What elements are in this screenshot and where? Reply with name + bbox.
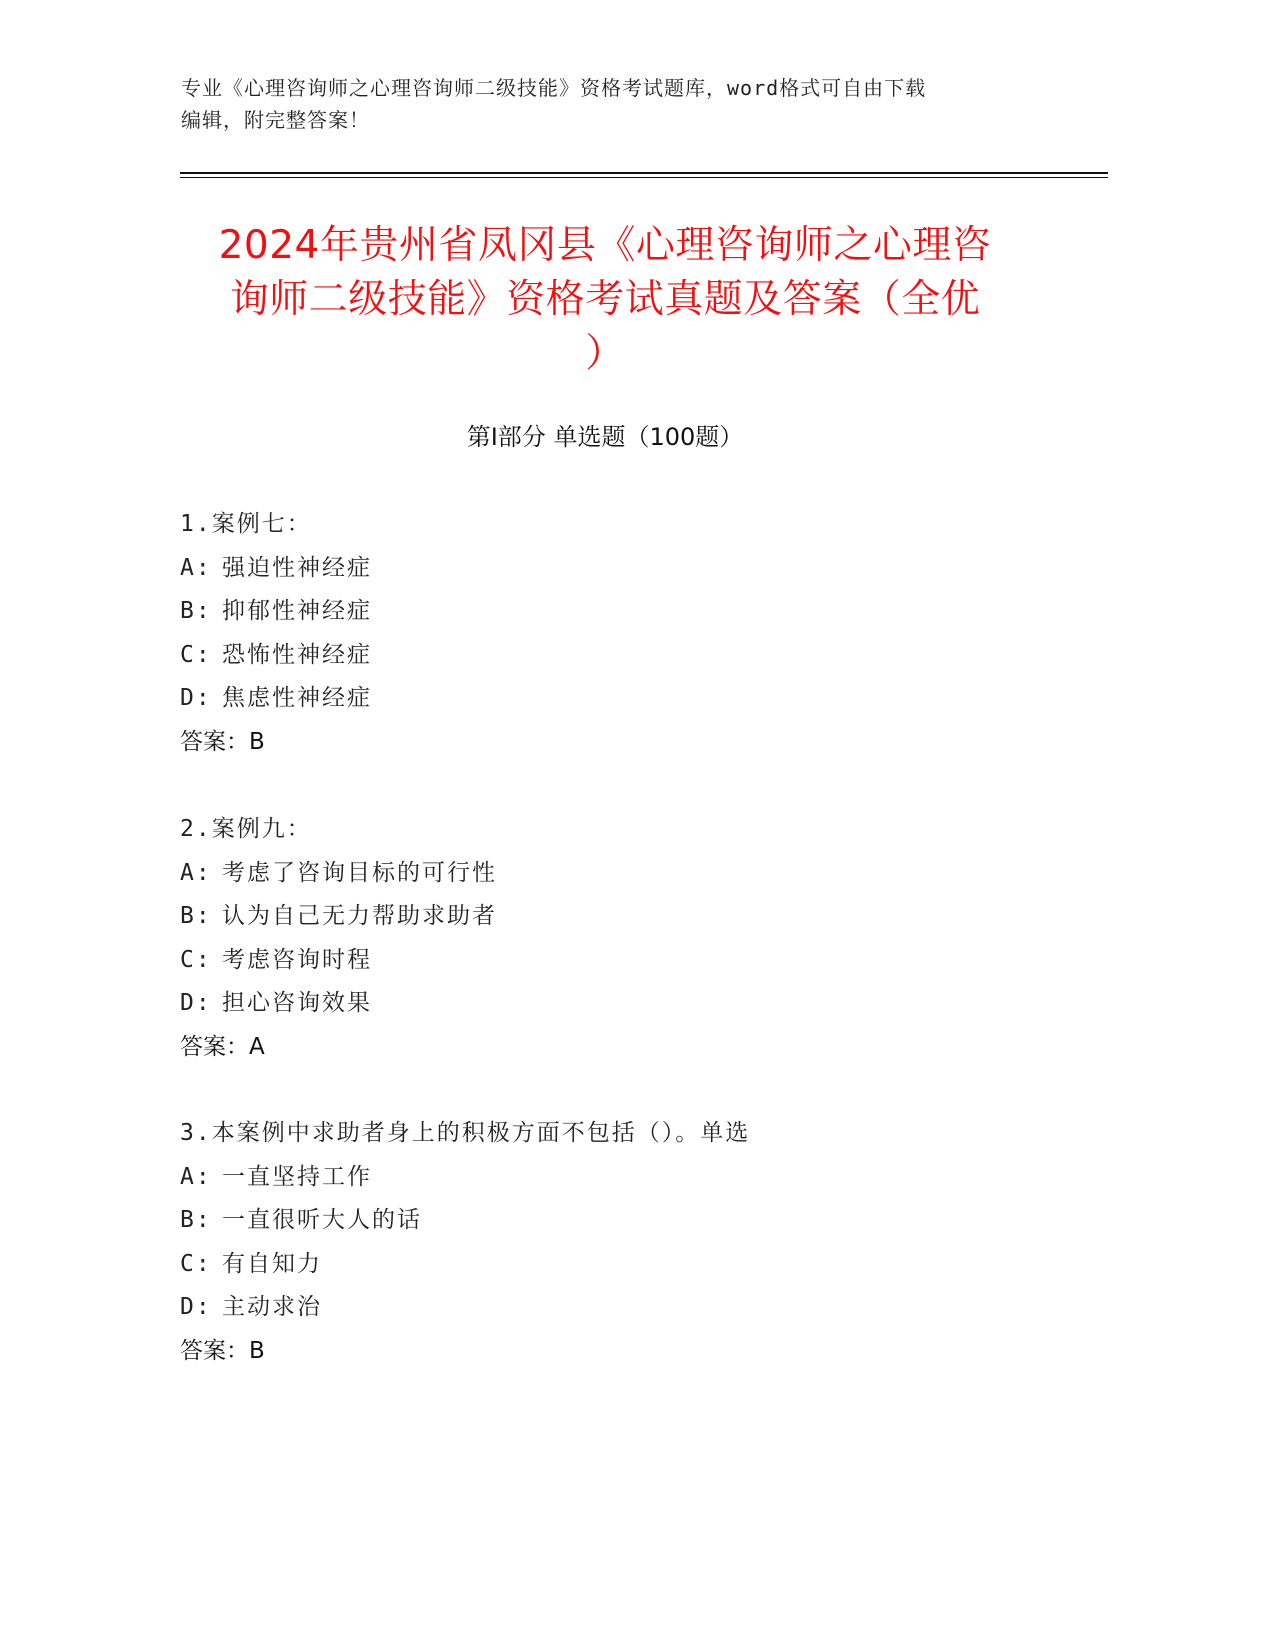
option-text: 一直坚持工作: [222, 1163, 372, 1190]
option-text: 考虑咨询时程: [222, 946, 372, 973]
option-b: [180, 895, 1060, 939]
option-key: C:: [180, 946, 212, 973]
document-title: [180, 219, 1030, 381]
option-a: [180, 547, 1060, 591]
option-b: [180, 1199, 1060, 1243]
header-divider-thick: [180, 172, 1108, 174]
header-divider-thin: [180, 177, 1108, 178]
option-key: A:: [180, 859, 212, 886]
option-text: 抑郁性神经症: [222, 598, 372, 624]
option-text: 焦虑性神经症: [222, 685, 372, 711]
option-key: B:: [180, 598, 212, 624]
option-d: [180, 677, 1060, 721]
answer-line: 答案：B: [180, 728, 265, 755]
option-key: D:: [180, 685, 212, 711]
option-text: 强迫性神经症: [222, 554, 372, 581]
option-d: [180, 1286, 1060, 1330]
question-2: [180, 808, 1060, 1069]
answer-line: 答案：A: [180, 1033, 265, 1060]
question-stem: 1.案例七：: [180, 511, 312, 537]
option-text: 认为自己无力帮助求助者: [222, 903, 497, 929]
option-key: A:: [180, 554, 212, 581]
option-key: B:: [180, 1207, 212, 1233]
option-c: [180, 634, 1060, 678]
question-stem: 3.本案例中求助者身上的积极方面不包括（）。单选: [180, 1120, 751, 1146]
option-key: A:: [180, 1163, 212, 1190]
option-key: C:: [180, 1250, 212, 1277]
option-b: [180, 590, 1060, 634]
option-key: C:: [180, 641, 212, 668]
document-title-line-1: 2024年贵州省凤冈县《心理咨询师之心理咨: [218, 223, 992, 268]
header-note-line-1: 专业《心理咨询师之心理咨询师二级技能》资格考试题库，word格式可自由下载: [181, 76, 927, 100]
question-3: [180, 1112, 1060, 1373]
option-text: 主动求治: [222, 1294, 322, 1320]
option-c: [180, 939, 1060, 983]
header-note-line-2: 编辑，附完整答案！: [181, 108, 370, 132]
answer-line: 答案：B: [180, 1337, 265, 1364]
option-text: 考虑了咨询目标的可行性: [222, 859, 497, 886]
document-title-line-3: ）: [585, 331, 625, 376]
option-d: [180, 982, 1060, 1026]
option-text: 担心咨询效果: [222, 990, 372, 1016]
option-a: [180, 1156, 1060, 1200]
option-key: D:: [180, 990, 212, 1016]
section-heading: 第I部分 单选题（100题）: [466, 423, 744, 451]
question-stem: 2.案例九：: [180, 816, 312, 842]
option-c: [180, 1243, 1060, 1287]
option-key: D:: [180, 1294, 212, 1320]
header-note: [181, 72, 1061, 136]
document-title-line-2: 询师二级技能》资格考试真题及答案（全优: [229, 277, 981, 322]
option-key: B:: [180, 903, 212, 929]
option-text: 有自知力: [222, 1250, 322, 1277]
option-text: 一直很听大人的话: [222, 1207, 422, 1233]
option-text: 恐怖性神经症: [222, 641, 372, 668]
option-a: [180, 852, 1060, 896]
question-1: [180, 503, 1060, 764]
